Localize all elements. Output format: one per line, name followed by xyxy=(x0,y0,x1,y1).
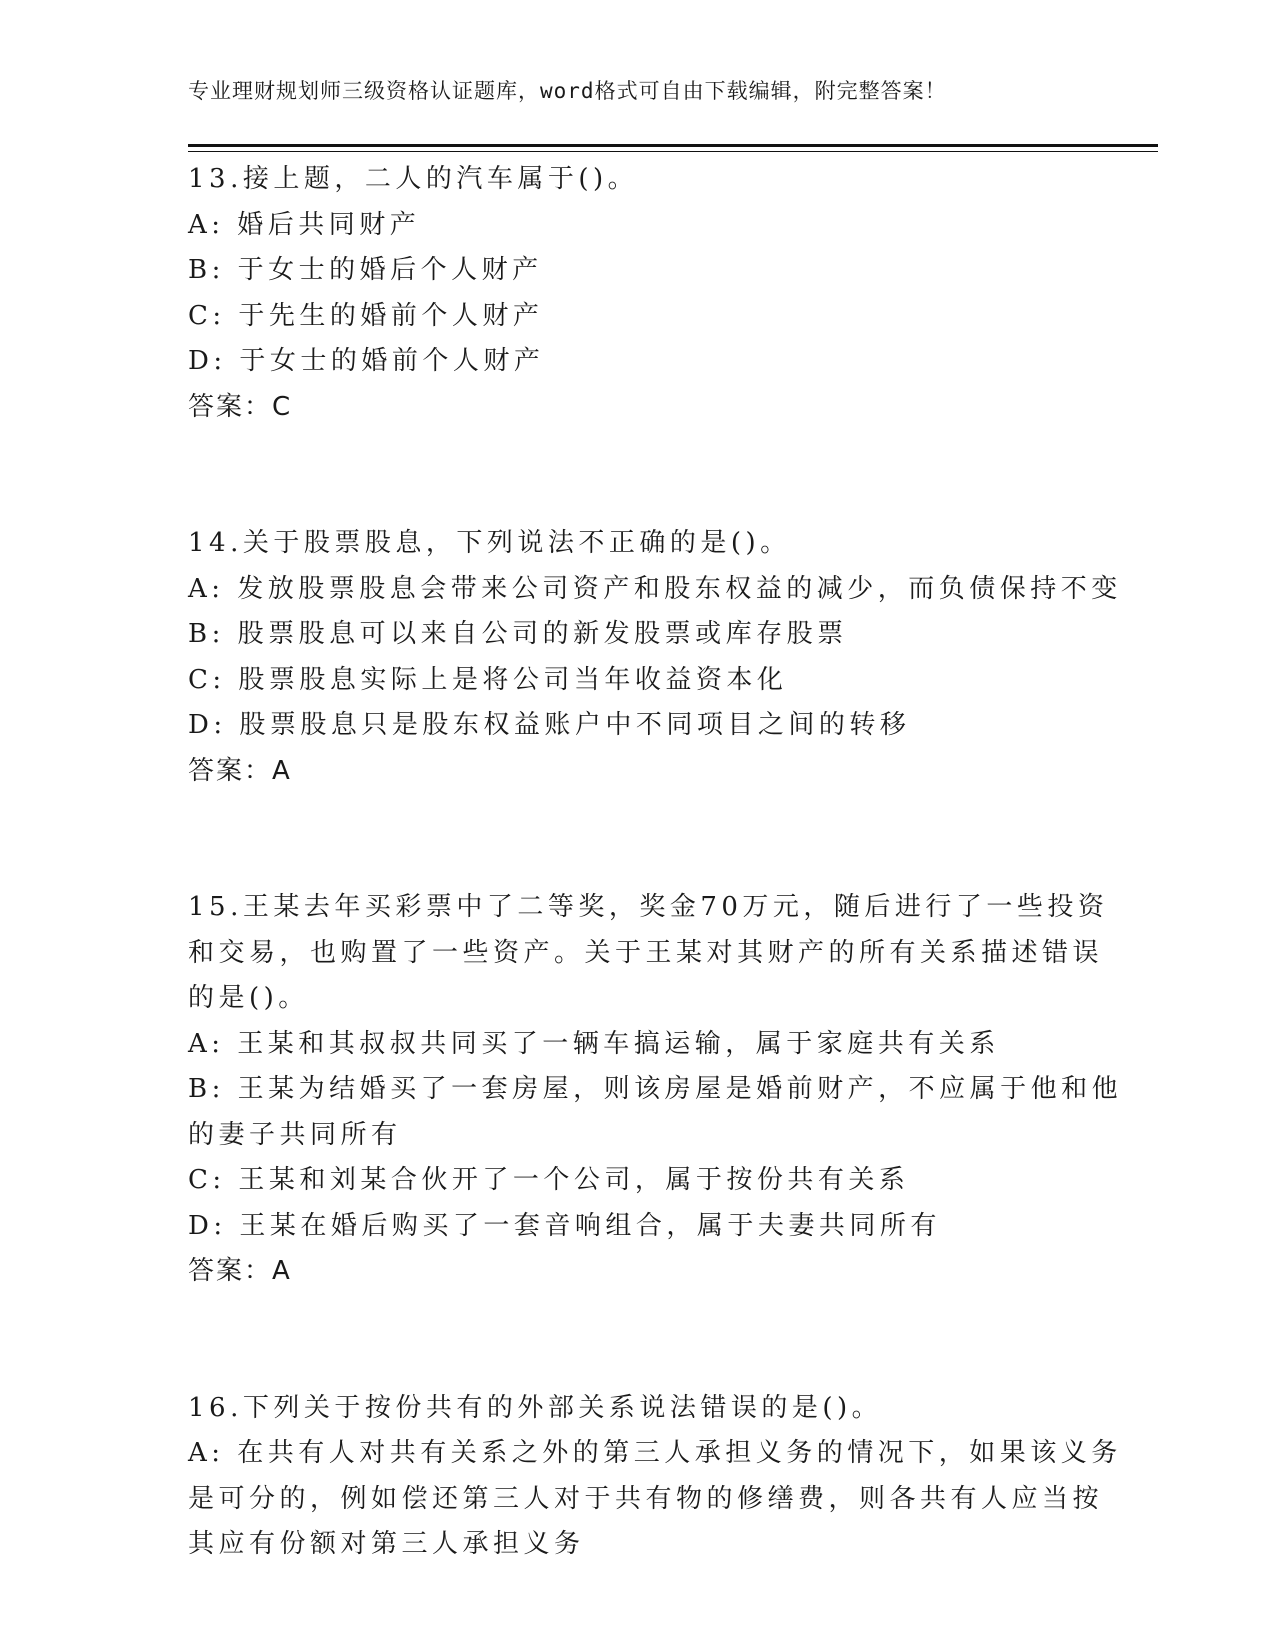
question-list xyxy=(188,157,1123,1568)
option-b: B: 股票股息可以来自公司的新发股票或库存股票 xyxy=(188,619,848,649)
question-spacer xyxy=(188,1295,1088,1386)
option-a: A: 婚后共同财产 xyxy=(188,209,421,240)
option-d: D: 股票股息只是股东权益账户中不同项目之间的转移 xyxy=(188,710,911,740)
option-a-line-3: 其应有份额对第三人承担义务 xyxy=(188,1529,585,1559)
question-15 xyxy=(188,885,1123,1295)
option-d: D: 王某在婚后购买了一套音响组合，属于夫妻共同所有 xyxy=(188,1210,941,1241)
question-stem-line-1: 15.王某去年买彩票中了二等奖，奖金70万元，随后进行了一些投资 xyxy=(188,892,1109,922)
question-stem: 16.下列关于按份共有的外部关系说法错误的是()。 xyxy=(188,1392,883,1423)
option-a-line-2: 是可分的，例如偿还第三人对于共有物的修缮费，则各共有人应当按 xyxy=(188,1483,1104,1514)
question-stem-line-2: 和交易，也购置了一些资产。关于王某对其财产的所有关系描述错误 xyxy=(188,937,1104,968)
header-rule-thick xyxy=(188,144,1158,147)
answer-line: 答案：A xyxy=(188,1256,292,1286)
option-b-line-1: B: 王某为结婚买了一套房屋，则该房屋是婚前财产，不应属于他和他 xyxy=(188,1074,1123,1104)
header-rule-thin xyxy=(188,151,1158,152)
question-stem: 14.关于股票股息，下列说法不正确的是()。 xyxy=(188,528,791,558)
option-c: C: 股票股息实际上是将公司当年收益资本化 xyxy=(188,664,788,695)
question-14 xyxy=(188,521,1122,794)
answer-line: 答案：C xyxy=(188,391,293,422)
option-c: C: 王某和刘某合伙开了一个公司，属于按份共有关系 xyxy=(188,1165,910,1195)
option-d: D: 于女士的婚前个人财产 xyxy=(188,346,545,376)
page-header: 专业理财规划师三级资格认证题库，word格式可自由下载编辑，附完整答案！ xyxy=(188,79,947,103)
question-13 xyxy=(188,157,1088,430)
option-a: A: 王某和其叔叔共同买了一辆车搞运输，属于家庭共有关系 xyxy=(188,1028,1000,1059)
option-a-line-1: A: 在共有人对共有关系之外的第三人承担义务的情况下，如果该义务 xyxy=(188,1438,1122,1468)
option-a: A: 发放股票股息会带来公司资产和股东权益的减少，而负债保持不变 xyxy=(188,573,1122,604)
question-stem: 13.接上题，二人的汽车属于()。 xyxy=(188,164,639,194)
option-b-line-2: 的妻子共同所有 xyxy=(188,1119,402,1150)
question-spacer xyxy=(188,794,1088,885)
question-stem-line-3: 的是()。 xyxy=(188,983,309,1013)
option-b: B: 于女士的婚后个人财产 xyxy=(188,255,543,285)
question-spacer xyxy=(188,430,1088,521)
answer-line: 答案：A xyxy=(188,755,292,786)
question-16 xyxy=(188,1386,1122,1568)
option-c: C: 于先生的婚前个人财产 xyxy=(188,300,544,331)
